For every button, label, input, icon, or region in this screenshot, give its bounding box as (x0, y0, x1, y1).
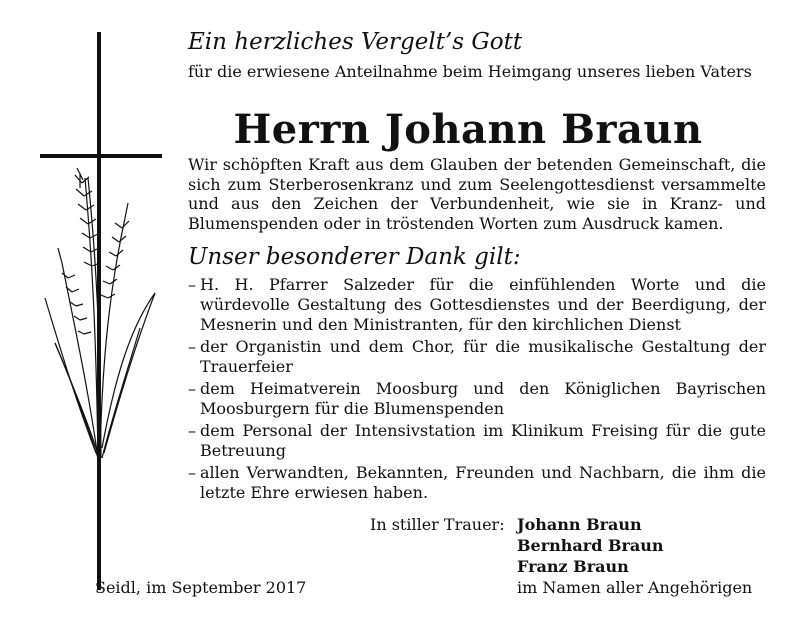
mourners-note: im Namen aller Angehörigen (517, 578, 753, 597)
thanks-item-text: allen Verwandten, Bekannten, Freunden und Nachbarn, die ihm die letzte Ehre erwiesen haben. (200, 463, 766, 502)
mourners-list (517, 514, 664, 577)
thanks-item-text: dem Heimatverein Moosburg und den Königlichen Bayrischen Moosburgern für die Blumenspenden (200, 379, 766, 418)
mourner-name: Franz Braun (517, 557, 629, 576)
deceased-name: Herrn Johann Braun (233, 106, 703, 153)
mourner-name: Johann Braun (517, 515, 642, 534)
place-date: Seidl, im September 2017 (95, 578, 307, 597)
mourner-name: Bernhard Braun (517, 536, 664, 555)
cross-with-wheat (30, 28, 180, 600)
dash-marker: – (188, 379, 196, 398)
mourning-label: In stiller Trauer: (370, 515, 505, 534)
thanks-item-text: dem Personal der Intensivstation im Klinikum Freising für die gute Betreuung (200, 421, 766, 460)
thanks-list (188, 275, 766, 505)
thanks-item (188, 379, 766, 419)
thanks-item (188, 337, 766, 377)
intro-text: für die erwiesene Anteilnahme beim Heimgang unseres lieben Vaters (188, 62, 752, 81)
thanks-title: Ein herzliches Vergelt’s Gott (188, 29, 523, 55)
thanks-item (188, 275, 766, 335)
thanks-item (188, 463, 766, 503)
special-thanks-heading: Unser besonderer Dank gilt: (188, 244, 521, 270)
thanks-item (188, 421, 766, 461)
gratitude-paragraph: Wir schöpften Kraft aus dem Glauben der betenden Gemeinschaft, die sich zum Sterberosenkranz und zum Seelengottesdienst versammelte und aus den Zeichen der Verbundenheit, wie sie in Kranz- und Blumenspenden oder in tröstenden Worten zum Ausdruck kamen. (188, 155, 766, 233)
dash-marker: – (188, 421, 196, 440)
thanks-item-text: H. H. Pfarrer Salzeder für die einfühlenden Worte und die würdevolle Gestaltung des Gottesdienstes und der Beerdigung, der Mesnerin und den Ministranten, für den kirchlichen Dienst (200, 275, 766, 334)
thanks-item-text: der Organistin und dem Chor, für die musikalische Gestaltung der Trauerfeier (200, 337, 766, 376)
dash-marker: – (188, 275, 196, 294)
dash-marker: – (188, 337, 196, 356)
dash-marker: – (188, 463, 196, 482)
